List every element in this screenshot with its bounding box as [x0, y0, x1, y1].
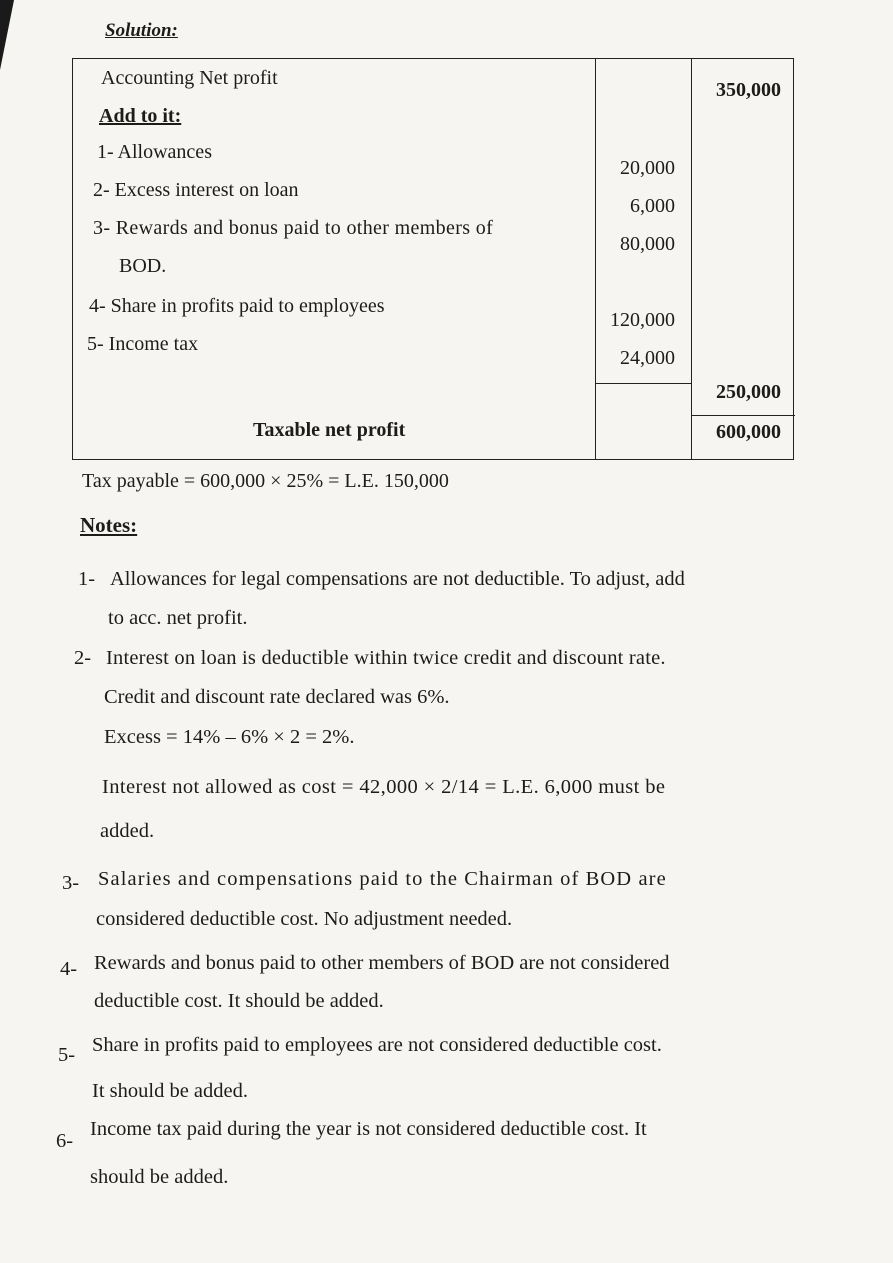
row-label: 5- Income tax [87, 333, 199, 355]
solution-heading: Solution: [105, 20, 178, 41]
page-corner-shadow [0, 0, 14, 70]
row-amount: 6,000 [630, 195, 675, 217]
row-label-continuation: BOD. [119, 255, 167, 277]
row-amount: 120,000 [610, 309, 675, 331]
row-label: 3- Rewards and bonus paid to other members of [93, 217, 494, 239]
note-number: 5- [58, 1044, 76, 1066]
add-to-it-heading: Add to it: [99, 105, 182, 127]
tax-computation-table [72, 58, 794, 460]
taxable-profit-value: 600,000 [716, 421, 781, 443]
note-text-line: considered deductible cost. No adjustment needed. [96, 908, 513, 930]
taxable-profit-label: Taxable net profit [253, 419, 406, 441]
note-text-line: Income tax paid during the year is not considered deductible cost. It [90, 1118, 647, 1140]
note-text-line: Salaries and compensations paid to the Chairman of BOD are [98, 868, 667, 890]
tax-payable-line: Tax payable = 600,000 × 25% = L.E. 150,000 [82, 470, 449, 492]
accounting-profit-value: 350,000 [716, 79, 781, 101]
note-text-line: Rewards and bonus paid to other members of BOD are not considered [94, 952, 670, 974]
table-column-divider [691, 59, 692, 459]
note-number: 6- [56, 1130, 74, 1152]
note-text-line: should be added. [90, 1166, 229, 1188]
note-number: 2- [74, 647, 92, 669]
row-label: 4- Share in profits paid to employees [89, 295, 385, 317]
notes-heading: Notes: [80, 513, 138, 537]
note-number: 4- [60, 958, 78, 980]
table-rule [595, 383, 691, 384]
table-rule [691, 415, 795, 416]
note-text-line: added. [100, 820, 155, 842]
note-text-line: Interest not allowed as cost = 42,000 × 2/14 = L.E. 6,000 must be [102, 776, 666, 798]
note-text-line: deductible cost. It should be added. [94, 990, 384, 1012]
row-label: 2- Excess interest on loan [93, 179, 299, 201]
note-text-line: Interest on loan is deductible within twice credit and discount rate. [106, 647, 666, 669]
note-number: 3- [62, 872, 80, 894]
note-text-line: Allowances for legal compensations are not deductible. To adjust, add [110, 568, 685, 590]
note-text-line: to acc. net profit. [108, 607, 248, 629]
note-text-line: Share in profits paid to employees are not considered deductible cost. [92, 1034, 662, 1056]
note-text-line: Credit and discount rate declared was 6%. [104, 686, 450, 708]
row-amount: 20,000 [620, 157, 675, 179]
row-amount: 24,000 [620, 347, 675, 369]
note-number: 1- [78, 568, 96, 590]
row-label: Accounting Net profit [101, 67, 278, 89]
additions-total: 250,000 [716, 381, 781, 403]
row-label: 1- Allowances [97, 141, 212, 163]
note-text-line: It should be added. [92, 1080, 248, 1102]
note-text-line: Excess = 14% – 6% × 2 = 2%. [104, 726, 355, 748]
table-column-divider [595, 59, 596, 459]
row-amount: 80,000 [620, 233, 675, 255]
